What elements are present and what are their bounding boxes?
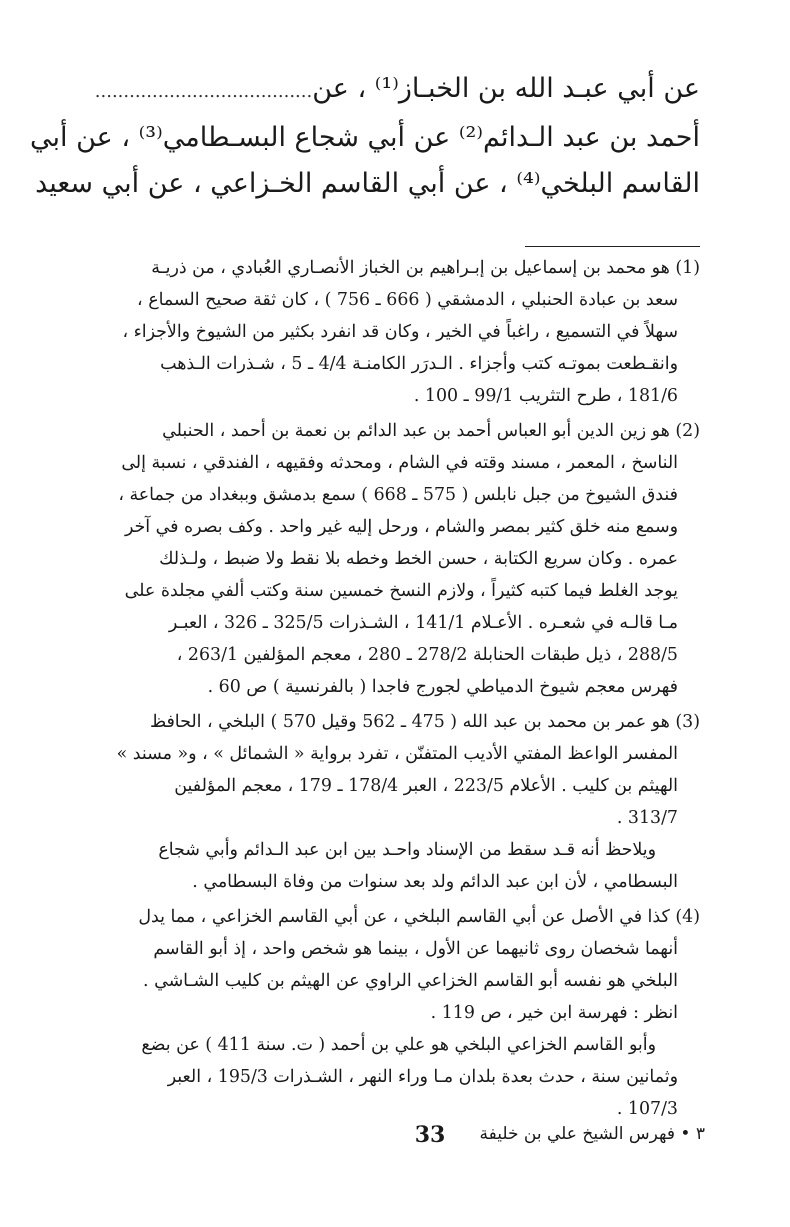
footnote-line: (1) هو محمد بن إسماعيل بن إبـراهيم بن الخباز الأنصـاري العُبادي ، من ذريـة — [151, 258, 700, 278]
footnote-line: عمره . وكان سريع الكتابة ، حسن الخط وخطه بلا نقط ولا ضبط ، ولـذلك — [159, 549, 678, 569]
main-text-line-2: أحمد بن عبد الـدائم⁽²⁾ عن أبي شجاع البسـطامي⁽³⁾ ، عن أبي — [30, 122, 700, 153]
footnote-line: 181/6 ، طرح التثريب 99/1 ـ 100 . — [413, 386, 678, 406]
footnote-line: (2) هو زين الدين أبو العباس أحمد بن عبد الدائم بن نعمة بن أحمد ، الحنبلي — [162, 421, 700, 441]
footnote-3 — [110, 706, 700, 898]
leader-dots: ...................................... — [94, 81, 313, 102]
running-title: ٣ • فهرس الشيخ علي بن خليفة — [479, 1124, 705, 1144]
footnote-line: وثمانين سنة ، حدث بعدة بلدان مـا وراء النهر ، الشـذرات 195/3 ، العبر — [167, 1067, 678, 1087]
page-footer — [200, 1122, 705, 1156]
footnote-line: أنهما شخصان روى ثانيهما عن الأول ، بينما هو شخص واحد ، إذ أبو القاسم — [153, 939, 678, 959]
footnote-4 — [110, 901, 700, 1125]
footnote-line: الهيثم بن كليب . الأعلام 223/5 ، العبر 178/4 ـ 179 ، معجم المؤلفين — [174, 776, 678, 796]
footnote-line: 288/5 ، ذيل طبقات الحنابلة 278/2 ـ 280 ، معجم المؤلفين 263/1 ، — [176, 645, 678, 665]
footnote-line: سعد بن عبادة الحنبلي ، الدمشقي ( 666 ـ 756 ) ، كان ثقة صحيح السماع ، — [137, 290, 678, 310]
footnote-1 — [110, 252, 700, 412]
footnote-line: 313/7 . — [616, 808, 678, 828]
footnote-line: ويلاحظ أنه قـد سقط من الإسناد واحـد بين ابن عبد الـدائم وأبي شجاع — [158, 840, 656, 860]
footnote-2 — [110, 415, 700, 703]
footnote-line: (4) كذا في الأصل عن أبي القاسم البلخي ، عن أبي القاسم الخزاعي ، مما يدل — [138, 907, 700, 927]
footnote-line: مـا قالـه في شعـره . الأعـلام 141/1 ، الشـذرات 325/5 ـ 326 ، العبـر — [168, 613, 678, 633]
footnote-line: فهرس معجم شيوخ الدمياطي لجورج فاجدا ( بالفرنسية ) ص 60 . — [207, 677, 678, 697]
main-text-line-1-text: عن أبي عبـد الله بن الخبـاز⁽¹⁾ ، عن — [312, 73, 700, 104]
footnote-line: المفسر الواعظ المفتي الأديب المتفنّن ، تفرد برواية « الشمائل » ، و« مسند » — [116, 744, 678, 764]
footnote-line: يوجد الغلط فيما كتبه كثيراً ، ولازم النسخ خمسين سنة وكتب ألفي مجلدة على — [124, 581, 678, 601]
footnote-line: البلخي هو نفسه أبو القاسم الخزاعي الراوي عن الهيثم بن كليب الشـاشي . — [143, 971, 678, 991]
main-text-line-1 — [95, 66, 700, 115]
footnote-line: انظر : فهرسة ابن خير ، ص 119 . — [430, 1003, 678, 1023]
footnote-line: فندق الشيوخ من جبل نابلس ( 575 ـ 668 ) سمع بدمشق وببغداد من جماعة ، — [118, 485, 678, 505]
footnote-separator — [525, 246, 700, 247]
footnote-line: البسطامي ، لأن ابن عبد الدائم ولد بعد سنوات من وفاة البسطامي . — [192, 872, 678, 892]
page-number: 33 — [414, 1122, 446, 1148]
footnote-line: (3) هو عمر بن محمد بن عبد الله ( 475 ـ 562 وقيل 570 ) البلخي ، الحافظ — [149, 712, 700, 732]
footnote-line: وأبو القاسم الخزاعي البلخي هو علي بن أحمد ( ت. سنة 411 ) عن بضع — [141, 1035, 656, 1055]
main-text-line-3: القاسم البلخي⁽⁴⁾ ، عن أبي القاسم الخـزاعي ، عن أبي سعيد — [35, 168, 700, 199]
footnote-line: وانقـطعت بموتـه كتب وأجزاء . الـدرَر الكامنـة 4/4 ـ 5 ، شـذرات الـذهب — [160, 354, 678, 374]
main-text — [30, 66, 700, 207]
footnote-line: وسمع منه خلق كثير بمصر والشام ، ورحل إليه غير واحد . وكف بصره في آخر — [124, 517, 678, 537]
footnotes — [110, 252, 700, 1128]
footnote-line: 107/3 . — [616, 1099, 678, 1119]
footnote-line: سهلاً في التسميع ، راغباً في الخير ، وكان قد انفرد بكثير من الشيوخ والأجزاء ، — [122, 322, 678, 342]
footnote-line: الناسخ ، المعمر ، مسند وقته في الشام ، ومحدثه وفقيهه ، الفندقي ، نسبة إلى — [121, 453, 678, 473]
